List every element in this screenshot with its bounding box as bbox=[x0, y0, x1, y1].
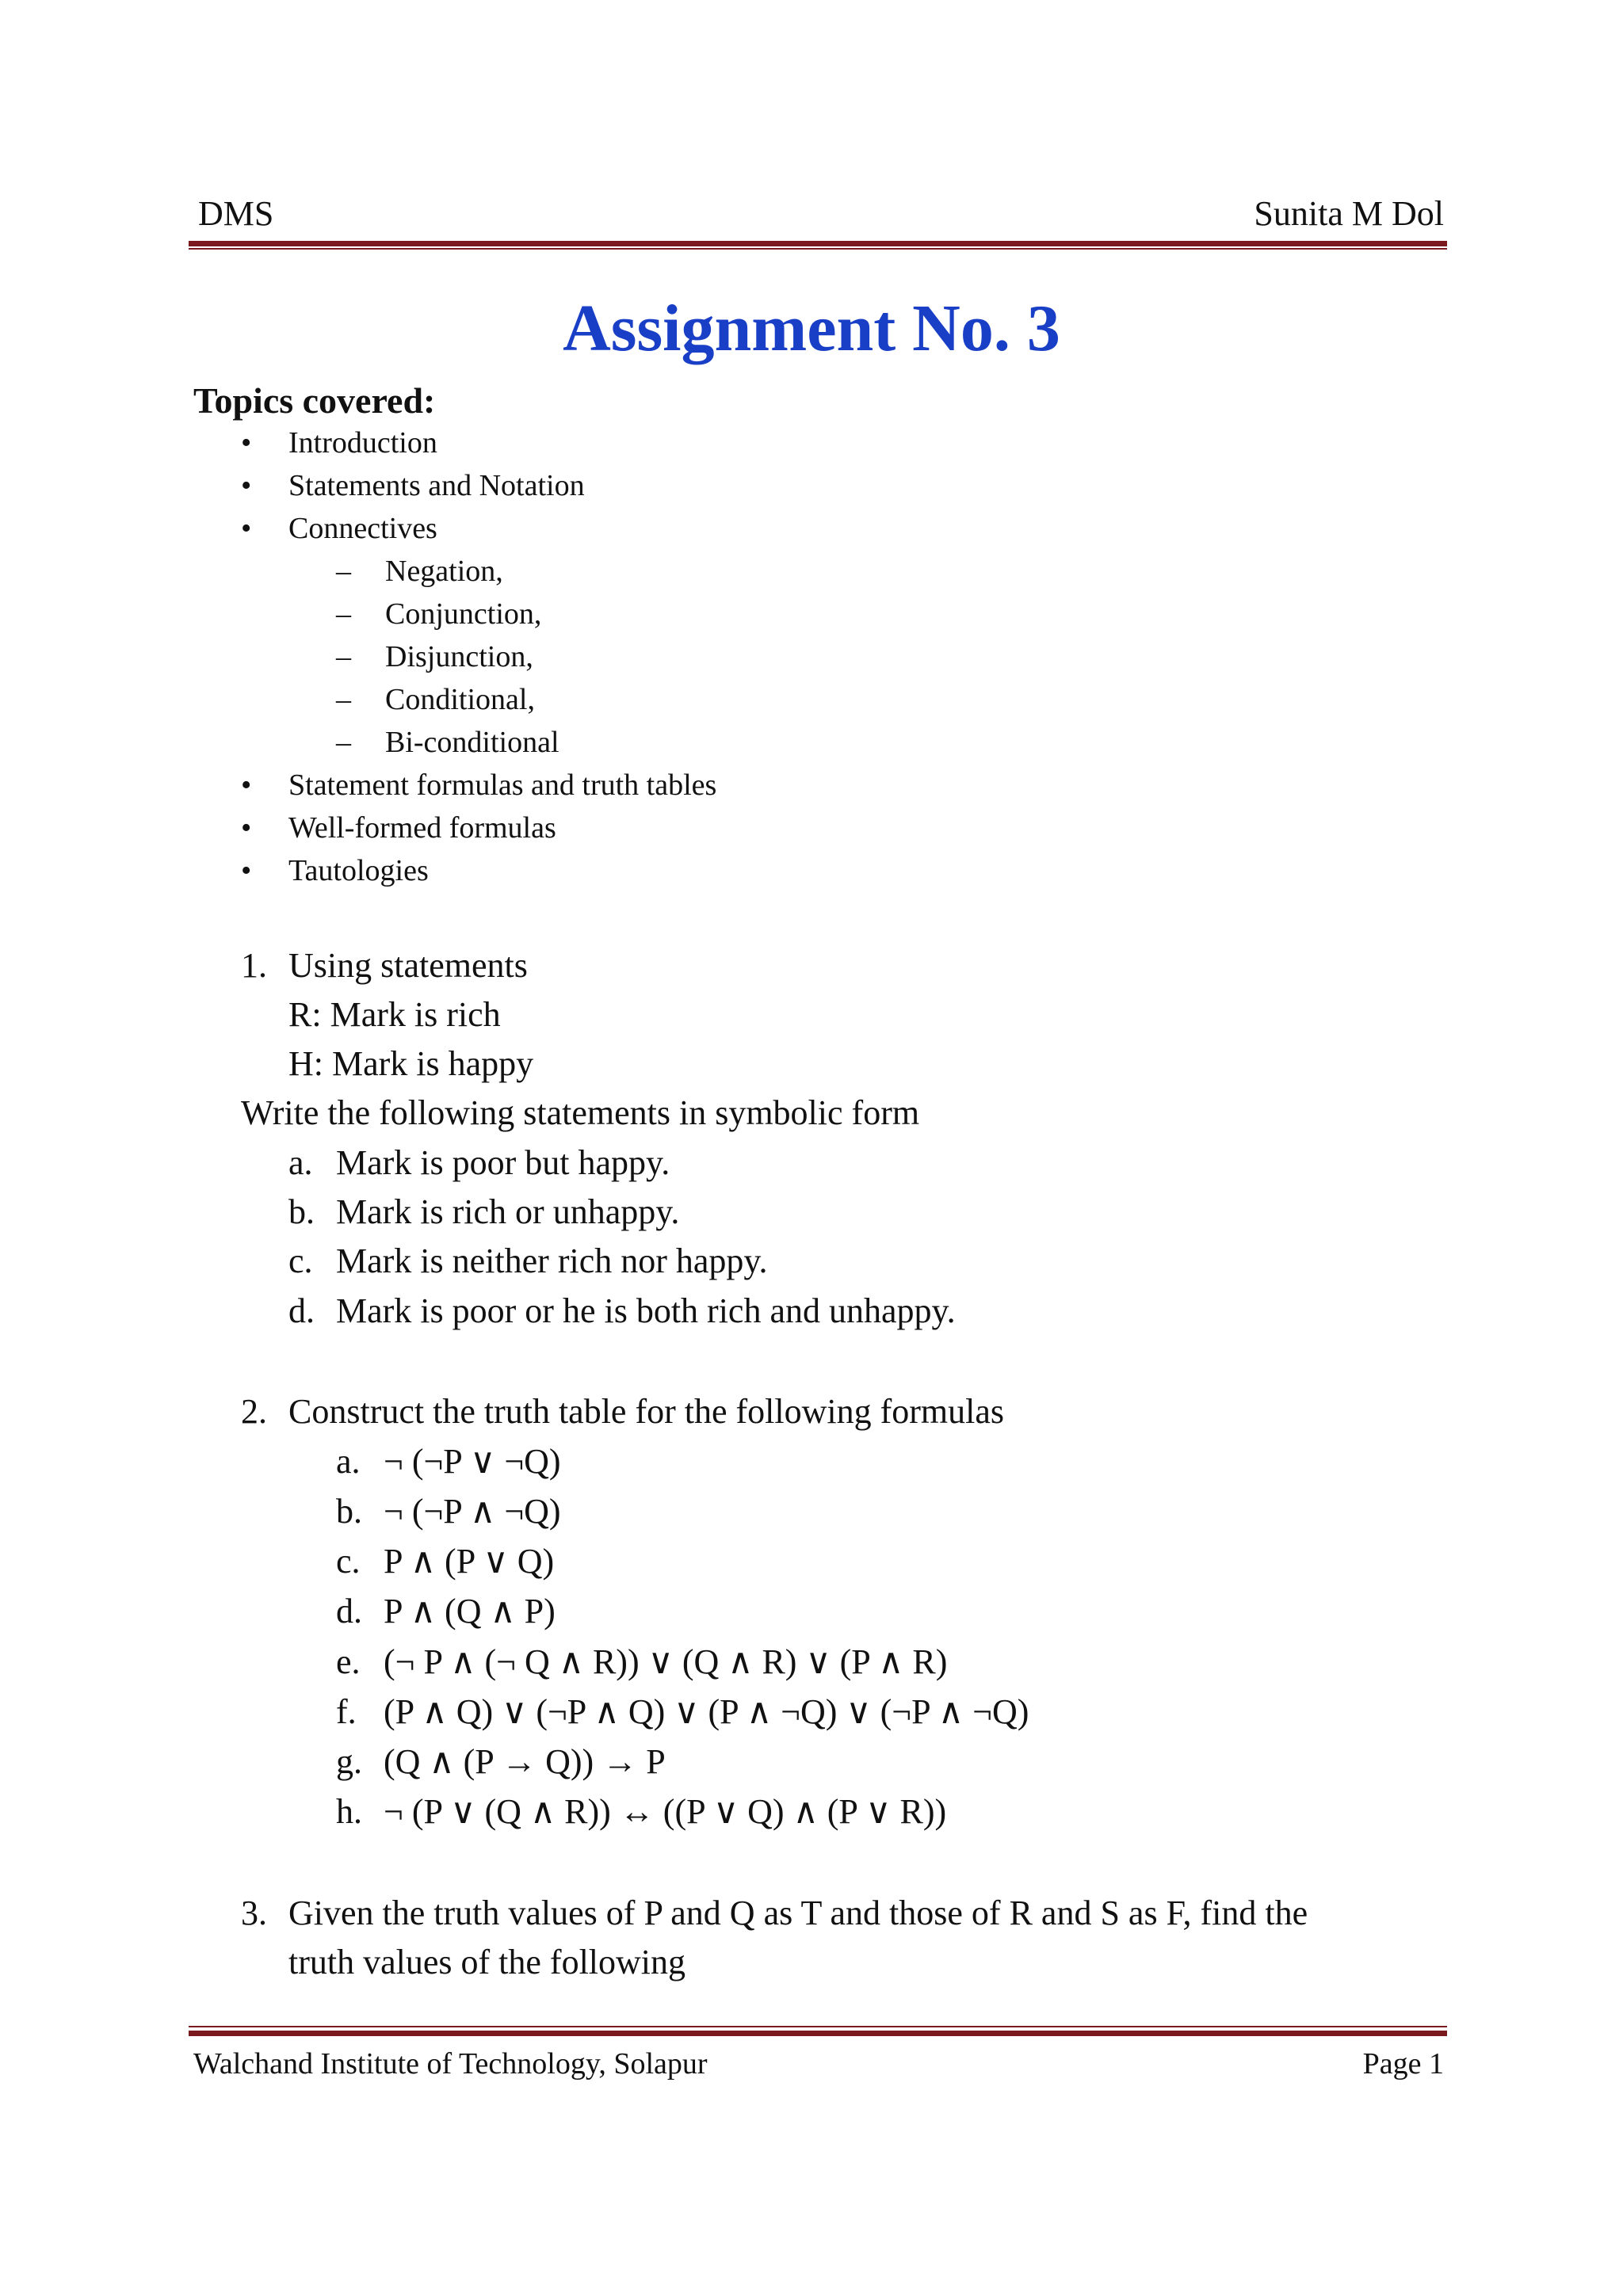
option-text: Mark is rich or unhappy. bbox=[336, 1192, 680, 1231]
dash-icon: – bbox=[336, 640, 351, 673]
topic-text: Statement formulas and truth tables bbox=[288, 769, 717, 802]
option-letter: h. bbox=[336, 1792, 362, 1831]
connectives-sublist bbox=[288, 550, 716, 764]
list-item bbox=[288, 550, 716, 593]
list-item bbox=[288, 678, 716, 721]
question-text: Using statements bbox=[288, 946, 528, 985]
option-letter: a. bbox=[288, 1143, 313, 1182]
subtopic-text: Conjunction, bbox=[385, 597, 542, 631]
option-letter: b. bbox=[288, 1192, 315, 1231]
question-number: 2. bbox=[241, 1392, 267, 1431]
option-text: ¬ (¬P ∧ ¬Q) bbox=[384, 1492, 561, 1531]
list-item bbox=[288, 593, 716, 635]
option-text: P ∧ (P ∨ Q) bbox=[384, 1542, 555, 1581]
subtopic-text: Negation, bbox=[385, 555, 503, 588]
dash-icon: – bbox=[336, 597, 351, 631]
question-3-line-2: truth values of the following bbox=[288, 1943, 686, 1981]
topics-list bbox=[241, 421, 716, 892]
option-text: ¬ (P ∨ (Q ∧ R)) ↔ ((P ∨ Q) ∧ (P ∨ R)) bbox=[384, 1792, 947, 1831]
question-2-option-h bbox=[336, 1787, 946, 1836]
list-item bbox=[288, 635, 716, 678]
subtopic-text: Disjunction, bbox=[385, 640, 533, 673]
topics-heading: Topics covered: bbox=[193, 380, 436, 421]
option-letter: a. bbox=[336, 1442, 361, 1481]
question-2-intro bbox=[241, 1387, 1004, 1436]
list-item bbox=[288, 721, 716, 764]
topic-text: Statements and Notation bbox=[288, 469, 585, 502]
question-text: Construct the truth table for the following formulas bbox=[288, 1392, 1005, 1431]
footer-rule-thin bbox=[189, 2026, 1447, 2027]
list-item bbox=[241, 849, 716, 892]
bullet-icon: • bbox=[241, 426, 252, 460]
question-2-option-a bbox=[336, 1437, 561, 1486]
option-text: (¬ P ∧ (¬ Q ∧ R)) ∨ (Q ∧ R) ∨ (P ∧ R) bbox=[384, 1642, 948, 1681]
question-1-option-d bbox=[288, 1287, 956, 1336]
option-letter: b. bbox=[336, 1492, 362, 1531]
topic-text: Tautologies bbox=[288, 854, 429, 887]
option-letter: g. bbox=[336, 1742, 362, 1781]
option-text: Mark is poor or he is both rich and unhappy. bbox=[336, 1291, 956, 1330]
option-letter: c. bbox=[336, 1542, 361, 1581]
footer-institution: Walchand Institute of Technology, Solapur bbox=[193, 2047, 708, 2081]
header-course: DMS bbox=[198, 194, 274, 233]
page-title: Assignment No. 3 bbox=[563, 292, 1060, 365]
option-letter: f. bbox=[336, 1692, 357, 1731]
question-text: Given the truth values of P and Q as T and those of R and S as F, find the bbox=[288, 1894, 1308, 1932]
question-number: 3. bbox=[241, 1894, 267, 1932]
bullet-icon: • bbox=[241, 512, 252, 545]
dash-icon: – bbox=[336, 726, 351, 759]
dash-icon: – bbox=[336, 683, 351, 716]
subtopic-text: Conditional, bbox=[385, 683, 535, 716]
topic-text: Introduction bbox=[288, 426, 437, 460]
question-1-option-c bbox=[288, 1237, 768, 1286]
topic-text: Connectives bbox=[288, 512, 437, 545]
question-2-option-c bbox=[336, 1537, 554, 1586]
subtopic-text: Bi-conditional bbox=[385, 726, 559, 759]
question-1-def-r: R: Mark is rich bbox=[288, 995, 501, 1034]
question-1-def-h: H: Mark is happy bbox=[288, 1044, 534, 1083]
option-text: ¬ (¬P ∨ ¬Q) bbox=[384, 1442, 561, 1481]
option-text: (P ∧ Q) ∨ (¬P ∧ Q) ∨ (P ∧ ¬Q) ∨ (¬P ∧ ¬Q) bbox=[384, 1692, 1029, 1731]
option-text: Mark is poor but happy. bbox=[336, 1143, 670, 1182]
topic-text: Well-formed formulas bbox=[288, 811, 556, 845]
option-text: (Q ∧ (P → Q)) → P bbox=[384, 1742, 666, 1781]
option-text: Mark is neither rich nor happy. bbox=[336, 1241, 768, 1280]
list-item bbox=[241, 807, 716, 849]
list-item bbox=[241, 464, 716, 507]
question-1-option-a bbox=[288, 1138, 670, 1188]
question-2-option-b bbox=[336, 1487, 561, 1536]
question-2-option-f bbox=[336, 1688, 1029, 1737]
header-author: Sunita M Dol bbox=[1254, 194, 1444, 233]
bullet-icon: • bbox=[241, 769, 252, 802]
option-letter: c. bbox=[288, 1241, 313, 1280]
list-item bbox=[241, 507, 716, 764]
option-letter: e. bbox=[336, 1642, 361, 1681]
header-rule-thin bbox=[189, 248, 1447, 250]
footer-page-number: Page 1 bbox=[1362, 2047, 1444, 2081]
question-2-option-d bbox=[336, 1587, 556, 1636]
question-2-option-g bbox=[336, 1737, 666, 1787]
bullet-icon: • bbox=[241, 854, 252, 887]
list-item bbox=[241, 764, 716, 807]
question-1-instruction: Write the following statements in symbolic form bbox=[241, 1093, 920, 1132]
bullet-icon: • bbox=[241, 811, 252, 845]
option-letter: d. bbox=[336, 1592, 362, 1630]
bullet-icon: • bbox=[241, 469, 252, 502]
dash-icon: – bbox=[336, 555, 351, 588]
question-number: 1. bbox=[241, 946, 267, 985]
question-3-line-1 bbox=[241, 1889, 1308, 1938]
list-item bbox=[241, 421, 716, 464]
footer-rule bbox=[189, 2031, 1447, 2036]
option-letter: d. bbox=[288, 1291, 315, 1330]
question-1-intro bbox=[241, 941, 528, 990]
header-rule bbox=[189, 241, 1447, 246]
option-text: P ∧ (Q ∧ P) bbox=[384, 1592, 556, 1630]
question-1-option-b bbox=[288, 1188, 679, 1237]
question-2-option-e bbox=[336, 1638, 947, 1687]
